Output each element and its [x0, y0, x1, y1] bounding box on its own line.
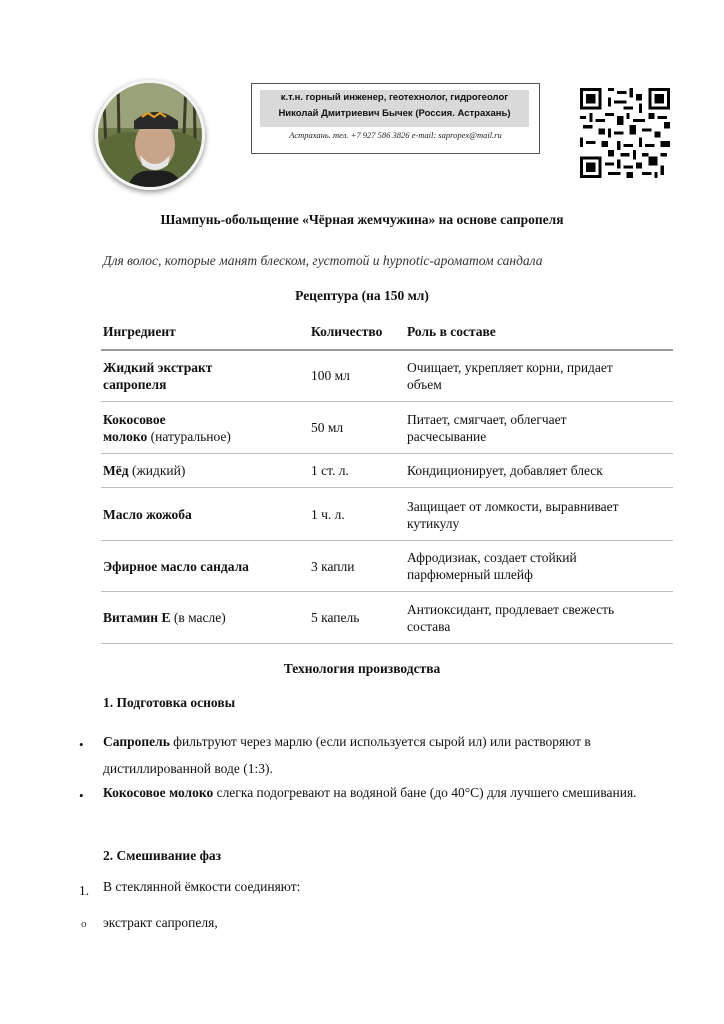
technology-title: Технология производства [283, 661, 441, 676]
ingredient-name [103, 411, 231, 445]
list-item-bold: Кокосовое молоко [103, 785, 214, 800]
author-credentials: к.т.н. горный инженер, геотехнолог, гидрогеолог [280, 92, 509, 103]
ingredient-amount: 5 капель [311, 610, 360, 625]
ingredient-name: Масло жожоба [103, 507, 192, 522]
list-item [103, 728, 663, 782]
list-item [103, 779, 663, 806]
author-name: Николай Дмитриевич Бычек (Россия. Астрахань) [278, 108, 511, 119]
ingredient-name [103, 609, 226, 626]
ingredient-name-note: (натуральное) [147, 429, 231, 444]
ingredient-role [407, 601, 614, 635]
ingredient-amount: 1 ст. л. [311, 463, 349, 478]
ingredient-name-bold: молоко [103, 429, 148, 444]
qr-code [580, 88, 670, 178]
ingredient-role [407, 359, 613, 393]
ingredient-name-bold: Мёд [103, 463, 129, 478]
table-row-divider [101, 591, 673, 592]
ingredient-role-line: Афродизиак, создает стойкий [407, 550, 577, 565]
list-item-text: фильтруют через марлю (если используется сырой ил) или растворяют в дистиллированной воде (1:3). [103, 734, 591, 776]
table-header-amount: Количество [311, 324, 383, 339]
bullet-icon: • [79, 788, 84, 803]
ingredient-amount: 3 капли [311, 559, 355, 574]
section-2-title: 2. Смешивание фаз [103, 848, 222, 863]
ingredient-name-line: Кокосовое [103, 412, 166, 427]
table-row-divider [101, 487, 673, 488]
table-header-role: Роль в составе [407, 324, 496, 339]
ingredient-name [103, 462, 185, 479]
ingredient-name-line: Жидкий экстракт [103, 360, 213, 375]
ingredient-role-line: Защищает от ломкости, выравнивает [407, 499, 619, 514]
ingredient-role-line: Антиоксидант, продлевает свежесть [407, 602, 615, 617]
ingredient-name-note: (жидкий) [128, 463, 186, 478]
bullet-icon: • [79, 737, 84, 752]
ingredient-role [407, 498, 619, 532]
document-title: Шампунь-обольщение «Чёрная жемчужина» на основе сапропеля [160, 212, 564, 227]
list-item-text: слегка подогревают на водяной бане (до 40°C) для лучшего смешивания. [213, 785, 637, 800]
ingredient-role [407, 411, 567, 445]
ingredient-role-line: Очищает, укрепляет корни, придает [407, 360, 613, 375]
ingredient-name-bold: Витамин E [103, 610, 171, 625]
document-subtitle: Для волос, которые манят блеском, густотой и hypnotic-ароматом сандала [103, 253, 543, 268]
ingredient-name [103, 359, 212, 393]
recipe-title: Рецептура (на 150 мл) [295, 288, 429, 303]
author-portrait-image [98, 83, 202, 187]
table-row-divider [101, 401, 673, 402]
ingredient-amount: 100 мл [311, 368, 350, 383]
list-item: В стеклянной ёмкости соединяют: [103, 879, 301, 894]
ingredient-role-line: парфюмерный шлейф [407, 567, 533, 582]
author-card [251, 83, 540, 154]
section-1-title: 1. Подготовка основы [103, 695, 236, 710]
ingredient-role-line: состава [407, 619, 451, 634]
ingredient-amount: 50 мл [311, 420, 344, 435]
author-card-title-box [260, 90, 529, 127]
ingredient-name: Эфирное масло сандала [103, 559, 249, 574]
table-row-divider [101, 453, 673, 454]
ingredient-role-line: Питает, смягчает, облегчает [407, 412, 567, 427]
table-header-ingredient: Ингредиент [103, 324, 176, 339]
list-item-bold: Сапропель [103, 734, 170, 749]
ingredient-name-note: (в масле) [170, 610, 226, 625]
sub-bullet-icon: o [81, 918, 87, 930]
author-photo [95, 80, 205, 190]
ingredient-role-line: кутикулу [407, 516, 460, 531]
ingredient-role-line: расчесывание [407, 429, 487, 444]
author-contact: Астрахань. тел. +7 927 586 3826 e-mail: sapropex@mail.ru [289, 130, 502, 140]
table-row-divider [101, 540, 673, 541]
ingredient-role: Кондиционирует, добавляет блеск [407, 463, 603, 478]
ingredient-amount: 1 ч. л. [311, 507, 345, 522]
table-header-divider [101, 349, 673, 351]
ingredient-role-line: объем [407, 377, 442, 392]
ingredient-name-line: сапропеля [103, 377, 167, 392]
list-number: 1. [79, 883, 90, 898]
list-item: экстракт сапропеля, [103, 915, 218, 930]
table-row-divider [101, 643, 673, 644]
ingredient-role [407, 549, 577, 583]
qr-code-icon [580, 88, 670, 178]
